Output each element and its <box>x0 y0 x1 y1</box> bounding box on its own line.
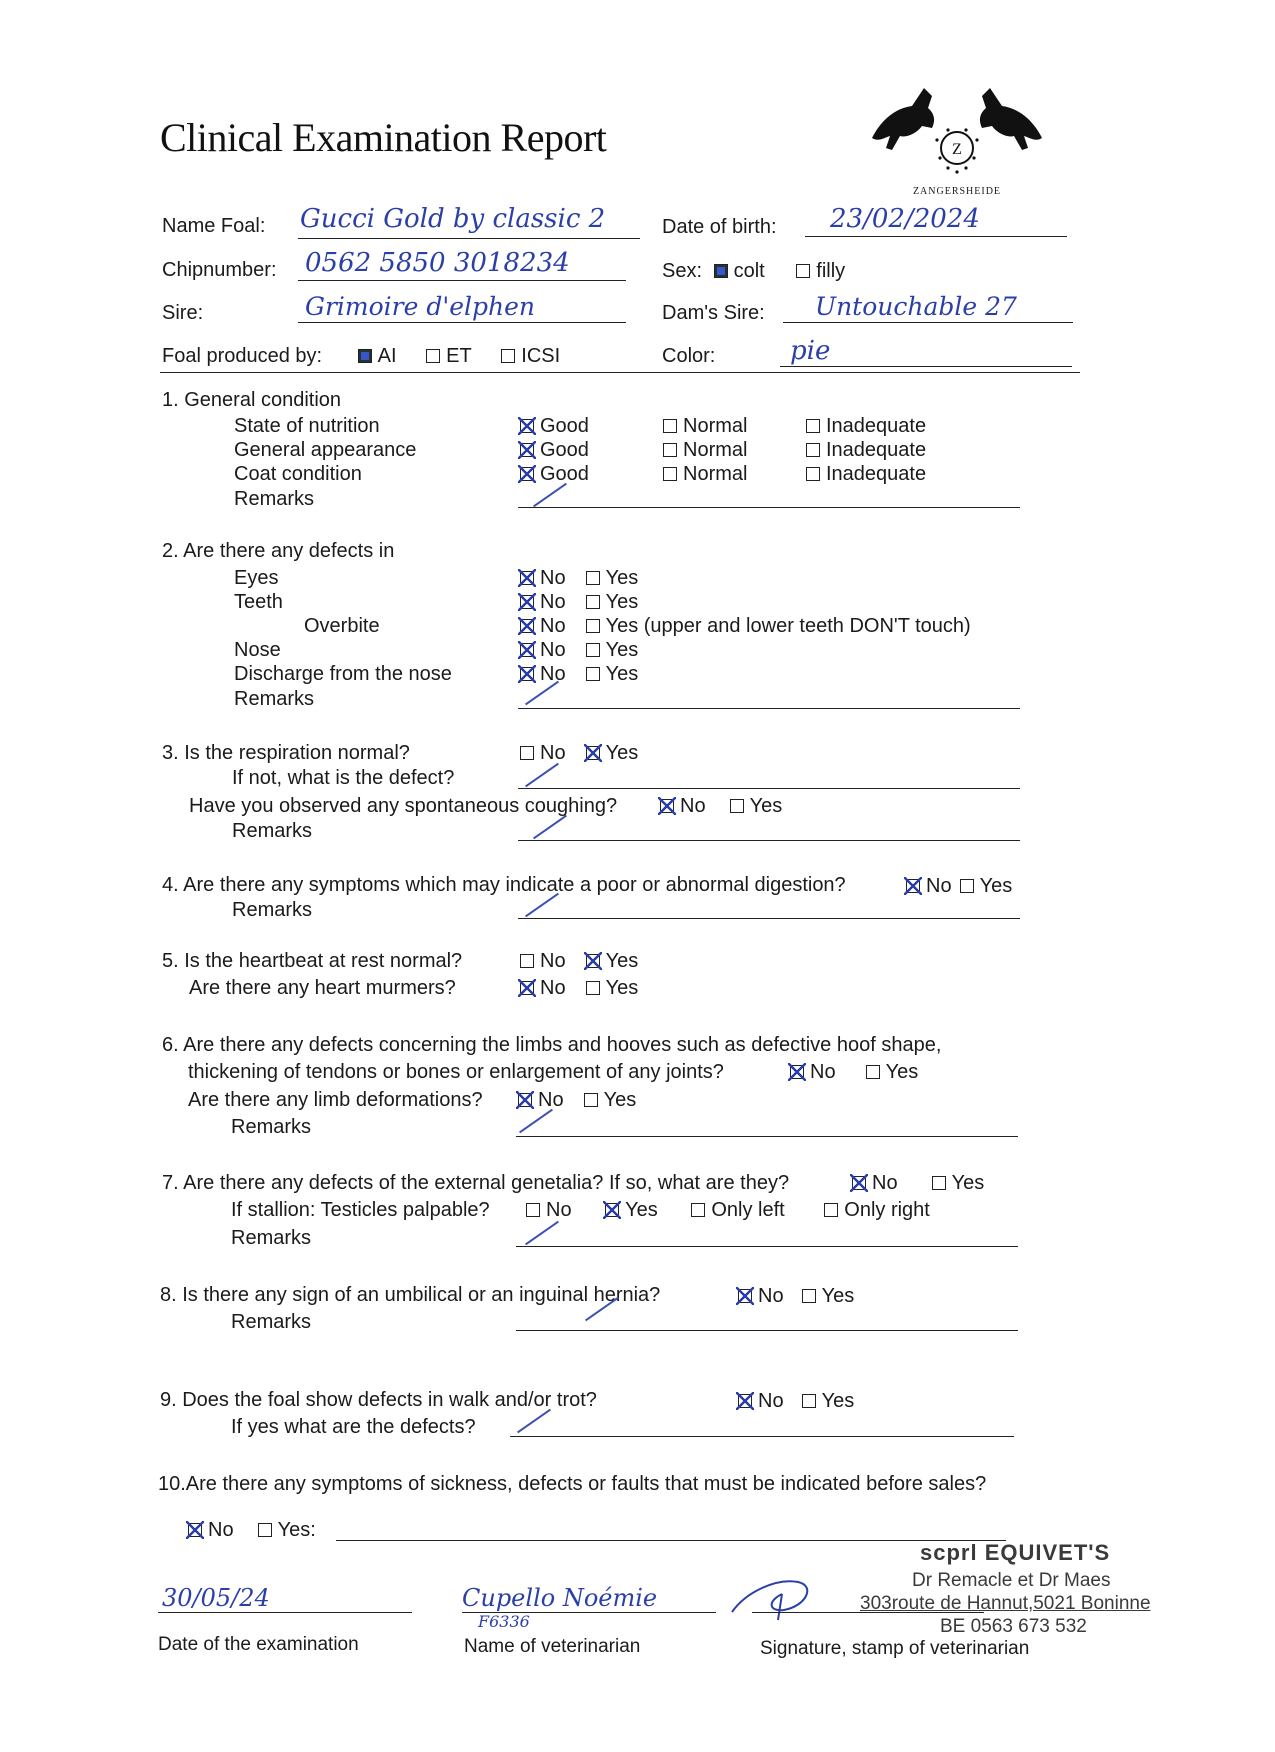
s3-remarks-label: Remarks <box>232 820 313 842</box>
s1-row2-inadequate-checkbox[interactable] <box>806 443 820 457</box>
s7-genetalia-yes-checkbox[interactable] <box>932 1176 946 1190</box>
s2-eyes-yes-label: Yes <box>605 567 639 589</box>
s5-heartbeat-no-label: No <box>540 950 566 972</box>
s2-nose-yes-label: Yes <box>605 639 639 661</box>
s9-walk-yes-checkbox[interactable] <box>802 1394 816 1408</box>
sire-value[interactable]: Grimoire d'elphen <box>305 292 536 321</box>
dob-value[interactable]: 23/02/2024 <box>830 204 980 234</box>
chip-value[interactable]: 0562 5850 3018234 <box>305 248 570 278</box>
s5-heartbeat-yes-checkbox[interactable] <box>586 954 600 968</box>
s1-row2-normal-checkbox[interactable] <box>663 443 677 457</box>
vet-name-caption: Name of veterinarian <box>464 1636 641 1657</box>
sex-colt-checkbox[interactable] <box>714 264 728 278</box>
s3-respiration-no-checkbox[interactable] <box>520 746 534 760</box>
s2-nose-no-checkbox[interactable] <box>520 643 534 657</box>
s8-hernia-yes-label: Yes <box>821 1285 855 1307</box>
s7-genetalia-no-checkbox[interactable] <box>852 1176 866 1190</box>
s1-row2-normal-label: Normal <box>683 439 748 461</box>
s6-q1: 6. Are there any defects concerning the limbs and hooves such as defective hoof shape, <box>162 1034 942 1056</box>
vet-name-value[interactable]: Cupello Noémie <box>462 1584 658 1612</box>
vet-number: F6336 <box>478 1612 530 1631</box>
s7-only-right-checkbox[interactable] <box>824 1203 838 1217</box>
s2-teeth-no-label: No <box>540 591 566 613</box>
s6-q2: Are there any limb deformations? <box>188 1089 483 1111</box>
s8-hernia-yes-checkbox[interactable] <box>802 1289 816 1303</box>
s7-testicles-no-checkbox[interactable] <box>526 1203 540 1217</box>
s2-overbite-yes-label: Yes (upper and lower teeth DON'T touch) <box>605 615 971 637</box>
s5-murmers-yes-checkbox[interactable] <box>586 981 600 995</box>
dob-label: Date of birth: <box>662 216 777 238</box>
s1-row3-normal-checkbox[interactable] <box>663 467 677 481</box>
s2-heading: 2. Are there any defects in <box>162 540 395 562</box>
s4-q1: 4. Are there any symptoms which may indicate a poor or abnormal digestion? <box>162 874 846 896</box>
s1-row1-normal-label: Normal <box>683 415 748 437</box>
s5-murmers-yes-label: Yes <box>605 977 639 999</box>
s2-teeth-yes-checkbox[interactable] <box>586 595 600 609</box>
page-title: Clinical Examination Report <box>160 115 607 160</box>
s3-respiration-yes-checkbox[interactable] <box>586 746 600 760</box>
s2-remarks-label: Remarks <box>234 688 315 710</box>
s2-teeth-yes-label: Yes <box>605 591 639 613</box>
color-label: Color: <box>662 345 716 367</box>
s2-discharge-no-label: No <box>540 663 566 685</box>
s1-row2-label: General appearance <box>234 439 417 461</box>
s2-teeth-label: Teeth <box>234 591 283 613</box>
s7-only-left-checkbox[interactable] <box>691 1203 705 1217</box>
s6-joints-yes-checkbox[interactable] <box>866 1065 880 1079</box>
logo-text: ZANGERSHEIDE <box>912 186 1002 197</box>
s1-row2-good-checkbox[interactable] <box>520 443 534 457</box>
s3-coughing-no-label: No <box>680 795 706 817</box>
produced-et-label: ET <box>446 345 472 367</box>
s4-remarks-label: Remarks <box>232 899 313 921</box>
s4-digestion-yes-checkbox[interactable] <box>960 879 974 893</box>
stamp-line3: 303route de Hannut,5021 Boninne <box>860 1593 1151 1614</box>
s6-deformations-yes-checkbox[interactable] <box>584 1093 598 1107</box>
s2-nose-yes-checkbox[interactable] <box>586 643 600 657</box>
signature-caption: Signature, stamp of veterinarian <box>760 1638 1030 1659</box>
s1-row1-label: State of nutrition <box>234 415 380 437</box>
svg-text:Z: Z <box>952 141 962 158</box>
s1-row3-good-checkbox[interactable] <box>520 467 534 481</box>
s7-genetalia-no-label: No <box>872 1172 898 1194</box>
s1-row1-inadequate-checkbox[interactable] <box>806 419 820 433</box>
s10-sickness-no-checkbox[interactable] <box>188 1523 202 1537</box>
s2-eyes-label: Eyes <box>234 567 279 589</box>
s2-nose-no-label: No <box>540 639 566 661</box>
s2-discharge-yes-checkbox[interactable] <box>586 667 600 681</box>
s3-coughing-yes-label: Yes <box>749 795 783 817</box>
s7-genetalia-yes-label: Yes <box>951 1172 985 1194</box>
s3-coughing-yes-checkbox[interactable] <box>730 799 744 813</box>
s7-q2: If stallion: Testicles palpable? <box>231 1199 490 1221</box>
s9-walk-yes-label: Yes <box>821 1390 855 1412</box>
s1-row1-good-checkbox[interactable] <box>520 419 534 433</box>
s2-eyes-no-checkbox[interactable] <box>520 571 534 585</box>
s7-testicles-yes-label: Yes <box>625 1199 658 1221</box>
s3-respiration-no-label: No <box>540 742 566 764</box>
s5-murmers-no-label: No <box>540 977 566 999</box>
s7-only-right-label: Only right <box>844 1199 930 1221</box>
s5-heartbeat-no-checkbox[interactable] <box>520 954 534 968</box>
s9-walk-no-label: No <box>758 1390 784 1412</box>
s6-joints-yes-label: Yes <box>885 1061 919 1083</box>
sex-filly-label: filly <box>816 260 846 282</box>
s2-discharge-no-checkbox[interactable] <box>520 667 534 681</box>
zangersheide-logo <box>862 78 1052 198</box>
s7-testicles-no-label: No <box>546 1199 572 1221</box>
sex-label: Sex: <box>662 260 703 282</box>
name-foal-label: Name Foal: <box>162 215 266 237</box>
s7-only-left-label: Only left <box>711 1199 785 1221</box>
s3-q3: Have you observed any spontaneous coughing? <box>189 795 618 817</box>
s2-overbite-label: Overbite <box>304 615 380 637</box>
s4-digestion-no-checkbox[interactable] <box>906 879 920 893</box>
dam-sire-value[interactable]: Untouchable 27 <box>815 292 1017 321</box>
s8-q1: 8. Is there any sign of an umbilical or an inguinal hernia? <box>160 1284 661 1306</box>
s6-joints-no-checkbox[interactable] <box>790 1065 804 1079</box>
s6-deformations-no-label: No <box>538 1089 564 1111</box>
s2-eyes-no-label: No <box>540 567 566 589</box>
produced-ai-checkbox[interactable] <box>358 349 372 363</box>
produced-et-checkbox[interactable] <box>426 349 440 363</box>
s9-q2: If yes what are the defects? <box>231 1416 476 1438</box>
s8-hernia-no-label: No <box>758 1285 784 1307</box>
s10-sickness-yes-checkbox[interactable] <box>258 1523 272 1537</box>
s2-overbite-no-label: No <box>540 615 566 637</box>
s5-q1: 5. Is the heartbeat at rest normal? <box>162 950 463 972</box>
s4-digestion-no-label: No <box>926 875 952 897</box>
produced-field <box>162 344 560 368</box>
s7-remarks-label: Remarks <box>231 1227 312 1249</box>
s2-nose-label: Nose <box>234 639 281 661</box>
stamp-line4: BE 0563 673 532 <box>940 1616 1087 1637</box>
s10-sickness-yes-label: Yes: <box>277 1519 316 1541</box>
s6-deformations-yes-label: Yes <box>603 1089 637 1111</box>
s7-testicles-yes-checkbox[interactable] <box>605 1203 619 1217</box>
s8-hernia-no-checkbox[interactable] <box>738 1289 752 1303</box>
s10-sickness-no-label: No <box>208 1519 234 1541</box>
s2-overbite-no-checkbox[interactable] <box>520 619 534 633</box>
s3-coughing-no-checkbox[interactable] <box>660 799 674 813</box>
s1-heading: 1. General condition <box>162 389 342 411</box>
chip-label: Chipnumber: <box>162 259 277 281</box>
stamp-line2: Dr Remacle et Dr Maes <box>912 1570 1111 1591</box>
produced-label: Foal produced by: <box>162 345 323 367</box>
stamp-line1: scprl EQUIVET'S <box>920 1540 1111 1565</box>
s6-deformations-no-checkbox[interactable] <box>518 1093 532 1107</box>
s5-heartbeat-yes-label: Yes <box>605 950 639 972</box>
produced-icsi-checkbox[interactable] <box>501 349 515 363</box>
s1-row1-normal-checkbox[interactable] <box>663 419 677 433</box>
sex-colt-label: colt <box>733 260 765 282</box>
s2-discharge-yes-label: Yes <box>605 663 639 685</box>
exam-date-caption: Date of the examination <box>158 1634 359 1655</box>
s9-walk-no-checkbox[interactable] <box>738 1394 752 1408</box>
sire-label: Sire: <box>162 302 204 324</box>
sex-field <box>662 259 845 283</box>
s6-remarks-label: Remarks <box>231 1116 312 1138</box>
dam-sire-label: Dam's Sire: <box>662 302 765 324</box>
s8-remarks-label: Remarks <box>231 1311 312 1333</box>
s2-discharge-label: Discharge from the nose <box>234 663 452 685</box>
s2-overbite-yes-checkbox[interactable] <box>586 619 600 633</box>
color-value[interactable]: pie <box>790 336 831 366</box>
s6-q1b: thickening of tendons or bones or enlargement of any joints? <box>188 1061 724 1083</box>
s4-digestion-yes-label: Yes <box>979 875 1013 897</box>
s1-row2-inadequate-label: Inadequate <box>826 439 927 461</box>
exam-date-value[interactable]: 30/05/24 <box>162 1584 270 1612</box>
s7-q1: 7. Are there any defects of the external genetalia? If so, what are they? <box>162 1172 790 1194</box>
s1-remarks-label: Remarks <box>234 488 315 510</box>
s2-teeth-no-checkbox[interactable] <box>520 595 534 609</box>
s1-row3-inadequate-label: Inadequate <box>826 463 927 485</box>
s1-row3-normal-label: Normal <box>683 463 748 485</box>
s9-q1: 9. Does the foal show defects in walk and/or trot? <box>160 1389 597 1411</box>
s1-row3-good-label: Good <box>540 463 589 485</box>
s1-row1-inadequate-label: Inadequate <box>826 415 927 437</box>
s1-row3-label: Coat condition <box>234 463 362 485</box>
s1-row3-inadequate-checkbox[interactable] <box>806 467 820 481</box>
s3-q1: 3. Is the respiration normal? <box>162 742 410 764</box>
s6-joints-no-label: No <box>810 1061 836 1083</box>
s3-q2: If not, what is the defect? <box>232 767 455 789</box>
s1-row2-good-label: Good <box>540 439 589 461</box>
s2-eyes-yes-checkbox[interactable] <box>586 571 600 585</box>
produced-ai-label: AI <box>377 345 397 367</box>
s5-murmers-no-checkbox[interactable] <box>520 981 534 995</box>
two-rearing-horses-icon <box>862 78 1052 178</box>
s1-row1-good-label: Good <box>540 415 589 437</box>
signature-icon <box>726 1572 846 1622</box>
s5-q2: Are there any heart murmers? <box>189 977 456 999</box>
name-foal-value[interactable]: Gucci Gold by classic 2 <box>300 204 606 234</box>
produced-icsi-label: ICSI <box>521 345 561 367</box>
sex-filly-checkbox[interactable] <box>796 264 810 278</box>
s10-q1: 10.Are there any symptoms of sickness, defects or faults that must be indicated before sales? <box>158 1473 987 1495</box>
s3-respiration-yes-label: Yes <box>605 742 639 764</box>
